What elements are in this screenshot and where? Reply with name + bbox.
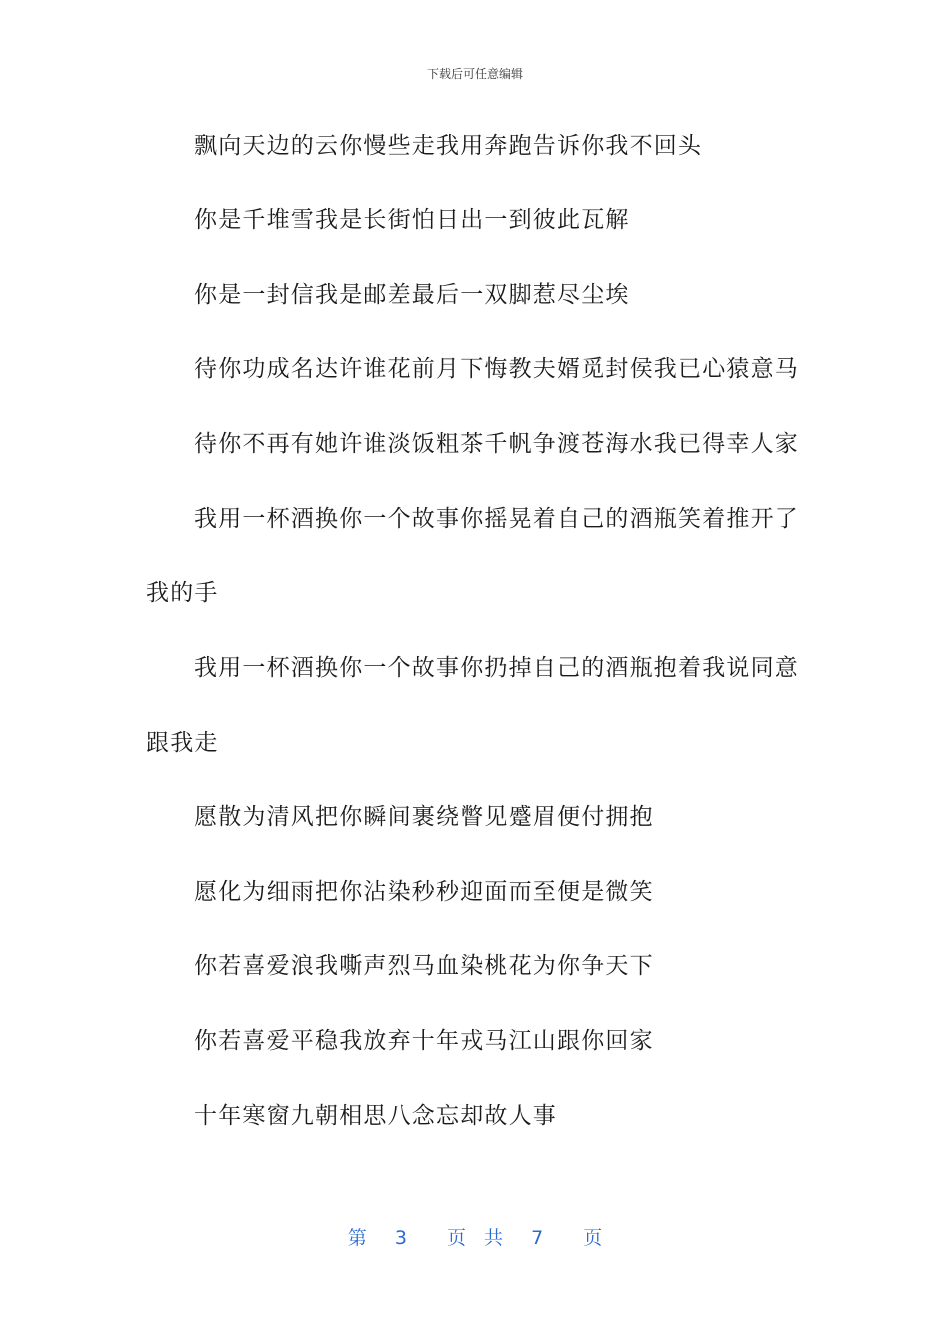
- text-line-9: 跟我走: [146, 730, 219, 756]
- footer-mid: 页 共: [446, 1227, 504, 1249]
- page-header-note: 下载后可任意编辑: [426, 67, 523, 81]
- footer-suffix: 页: [583, 1227, 603, 1249]
- footer-prefix: 第: [347, 1227, 367, 1249]
- text-line-6: 我用一杯酒换你一个故事你摇晃着自己的酒瓶笑着推开了: [194, 506, 799, 532]
- text-line-7: 我的手: [146, 580, 219, 606]
- page-footer: [0, 1225, 950, 1251]
- footer-current-page: 3: [394, 1227, 407, 1249]
- text-line-12: 你若喜爱浪我嘶声烈马血染桃花为你争天下: [194, 953, 654, 979]
- text-line-4: 待你功成名达许谁花前月下悔教夫婿觅封侯我已心猿意马: [194, 356, 799, 382]
- text-line-13: 你若喜爱平稳我放弃十年戎马江山跟你回家: [194, 1028, 654, 1054]
- text-line-1: 飘向天边的云你慢些走我用奔跑告诉你我不回头: [194, 133, 703, 159]
- text-line-11: 愿化为细雨把你沾染秒秒迎面而至便是微笑: [194, 879, 654, 905]
- text-line-2: 你是千堆雪我是长街怕日出一到彼此瓦解: [194, 207, 630, 233]
- text-line-10: 愿散为清风把你瞬间裹绕瞥见蹙眉便付拥抱: [194, 804, 654, 830]
- text-line-14: 十年寒窗九朝相思八念忘却故人事: [194, 1103, 557, 1129]
- text-line-3: 你是一封信我是邮差最后一双脚惹尽尘埃: [194, 282, 630, 308]
- text-line-5: 待你不再有她许谁淡饭粗茶千帆争渡苍海水我已得幸人家: [194, 431, 799, 457]
- footer-total-pages: 7: [531, 1227, 544, 1249]
- text-line-8: 我用一杯酒换你一个故事你扔掉自己的酒瓶抱着我说同意: [194, 655, 799, 681]
